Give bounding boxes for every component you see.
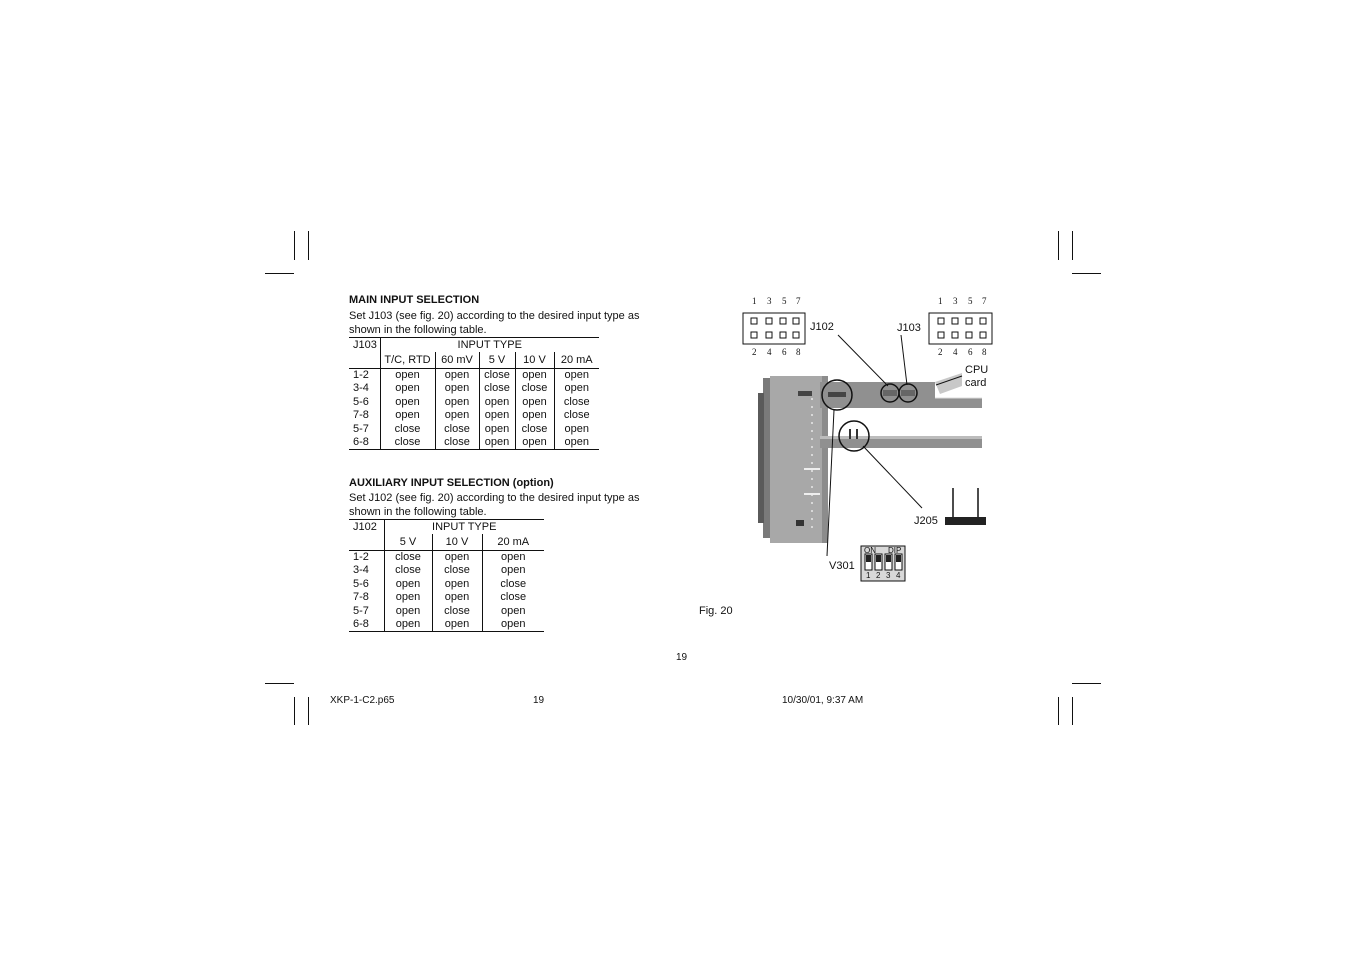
column-header: 10 V bbox=[432, 534, 482, 551]
table-row bbox=[349, 396, 599, 409]
table-cell: open bbox=[380, 396, 435, 409]
cpu-label: CPU bbox=[965, 364, 989, 376]
pin-label: 6 bbox=[968, 347, 973, 357]
table-corner-label: J103 bbox=[349, 338, 380, 353]
table-cell: close bbox=[482, 591, 544, 604]
table-cell: close bbox=[479, 369, 515, 383]
table-cell: close bbox=[432, 605, 482, 618]
table-row bbox=[349, 578, 544, 591]
main-input-title: MAIN INPUT SELECTION bbox=[349, 294, 480, 306]
table-cell: close bbox=[515, 382, 554, 395]
row-label: 6-8 bbox=[349, 618, 384, 632]
table-row bbox=[349, 436, 599, 450]
pin-label: 5 bbox=[968, 296, 973, 306]
table-corner-label: J102 bbox=[349, 520, 384, 535]
row-label: 5-7 bbox=[353, 422, 369, 435]
table-cell: close bbox=[435, 436, 479, 450]
aux-input-title: AUXILIARY INPUT SELECTION (option) bbox=[349, 477, 554, 489]
table-cell: close bbox=[554, 409, 599, 422]
table-row bbox=[349, 618, 544, 632]
dip-on-label: ON bbox=[864, 546, 876, 555]
table-cell: open bbox=[432, 578, 482, 591]
page-number: 19 bbox=[676, 652, 688, 663]
row-label: 3-4 bbox=[353, 564, 369, 577]
j103-connector bbox=[929, 296, 992, 357]
table-cell: open bbox=[482, 551, 544, 565]
table-cell: open bbox=[384, 591, 432, 604]
input-type-header: INPUT TYPE bbox=[380, 338, 599, 353]
table-cell: open bbox=[380, 409, 435, 422]
column-header: T/C, RTD bbox=[380, 352, 435, 369]
j103-label: J103 bbox=[897, 322, 921, 334]
dip-number: 3 bbox=[886, 571, 891, 580]
pin-label: 7 bbox=[982, 296, 987, 306]
table-cell: open bbox=[435, 382, 479, 395]
table-cell: open bbox=[479, 409, 515, 422]
j102-label: J102 bbox=[810, 321, 834, 333]
table-cell: open bbox=[384, 618, 432, 632]
table-cell: open bbox=[380, 369, 435, 383]
footer-filename: XKP-1-C2.p65 bbox=[330, 695, 395, 706]
table-cell: open bbox=[432, 591, 482, 604]
pin-label: 4 bbox=[953, 347, 958, 357]
fig20-diagram bbox=[730, 288, 1010, 588]
column-header: 5 V bbox=[384, 534, 432, 551]
pin-label: 3 bbox=[767, 296, 772, 306]
table-cell: open bbox=[432, 618, 482, 632]
dip-dip-label: DIP bbox=[888, 546, 902, 555]
column-header: 60 mV bbox=[435, 352, 479, 369]
pin-label: 1 bbox=[752, 296, 757, 306]
aux-input-description: Set J102 (see fig. 20) according to the desired input type as shown in the following table. bbox=[349, 492, 640, 518]
table-cell: close bbox=[479, 382, 515, 395]
aux-input-table bbox=[349, 519, 544, 632]
main-input-description: Set J103 (see fig. 20) according to the desired input type as shown in the following table. bbox=[349, 310, 640, 336]
v301-dip-switch bbox=[861, 546, 905, 581]
table-cell: open bbox=[384, 578, 432, 591]
row-label: 1-2 bbox=[353, 551, 369, 563]
table-cell: open bbox=[482, 564, 544, 577]
row-label: 1-2 bbox=[353, 369, 369, 381]
table-cell: close bbox=[432, 564, 482, 577]
table-cell: open bbox=[380, 382, 435, 395]
table-cell: open bbox=[479, 436, 515, 450]
table-row bbox=[349, 591, 544, 604]
main-input-table bbox=[349, 337, 599, 450]
row-label: 6-8 bbox=[349, 436, 380, 450]
card-label: card bbox=[965, 377, 987, 389]
table-cell: close bbox=[384, 551, 432, 565]
pin-label: 2 bbox=[752, 347, 757, 357]
table-cell: open bbox=[554, 382, 599, 395]
table-row bbox=[349, 409, 599, 422]
row-label: 7-8 bbox=[353, 409, 369, 422]
table-cell: open bbox=[554, 369, 599, 383]
table-cell: open bbox=[515, 436, 554, 450]
row-label: 5-6 bbox=[353, 577, 369, 590]
table-cell: open bbox=[482, 618, 544, 632]
column-header: 20 mA bbox=[482, 534, 544, 551]
pin-label: 4 bbox=[767, 347, 772, 357]
table-cell: open bbox=[435, 369, 479, 383]
table-cell: close bbox=[554, 396, 599, 409]
v301-label: V301 bbox=[829, 560, 855, 572]
table-row bbox=[349, 382, 599, 395]
table-cell: open bbox=[479, 396, 515, 409]
column-header: 20 mA bbox=[554, 352, 599, 369]
table-cell: close bbox=[515, 423, 554, 436]
table-cell: close bbox=[384, 564, 432, 577]
table-row bbox=[349, 369, 599, 383]
pin-label: 8 bbox=[796, 347, 801, 357]
table-cell: open bbox=[432, 551, 482, 565]
column-header: 10 V bbox=[515, 352, 554, 369]
table-cell: close bbox=[482, 578, 544, 591]
table-cell: open bbox=[515, 369, 554, 383]
pin-label: 8 bbox=[982, 347, 987, 357]
pin-label: 3 bbox=[953, 296, 958, 306]
j102-connector bbox=[743, 296, 805, 357]
j205-label: J205 bbox=[914, 515, 938, 527]
row-label: 5-7 bbox=[353, 604, 369, 617]
table-cell: open bbox=[515, 396, 554, 409]
table-row bbox=[349, 551, 544, 565]
table-cell: close bbox=[380, 436, 435, 450]
column-header: 5 V bbox=[479, 352, 515, 369]
pin-label: 5 bbox=[782, 296, 787, 306]
dip-number: 1 bbox=[866, 571, 871, 580]
table-cell: open bbox=[435, 409, 479, 422]
dip-number: 4 bbox=[896, 571, 901, 580]
pin-label: 7 bbox=[796, 296, 801, 306]
table-cell: open bbox=[554, 423, 599, 436]
table-row bbox=[349, 605, 544, 618]
footer-page: 19 bbox=[533, 695, 545, 706]
table-cell: open bbox=[384, 605, 432, 618]
pin-label: 1 bbox=[938, 296, 943, 306]
table-cell: open bbox=[515, 409, 554, 422]
table-row bbox=[349, 423, 599, 436]
figure-caption: Fig. 20 bbox=[699, 605, 733, 617]
dip-number: 2 bbox=[876, 571, 881, 580]
table-cell: open bbox=[479, 423, 515, 436]
table-row bbox=[349, 564, 544, 577]
row-label: 3-4 bbox=[353, 382, 369, 395]
input-type-header: INPUT TYPE bbox=[384, 520, 544, 535]
table-cell: open bbox=[554, 436, 599, 450]
pin-label: 6 bbox=[782, 347, 787, 357]
table-cell: close bbox=[380, 423, 435, 436]
pin-label: 2 bbox=[938, 347, 943, 357]
table-cell: close bbox=[435, 423, 479, 436]
row-label: 5-6 bbox=[353, 395, 369, 408]
footer-timestamp: 10/30/01, 9:37 AM bbox=[782, 695, 864, 706]
j205-jumper bbox=[945, 488, 986, 525]
table-cell: open bbox=[435, 396, 479, 409]
row-label: 7-8 bbox=[353, 591, 369, 604]
table-cell: open bbox=[482, 605, 544, 618]
